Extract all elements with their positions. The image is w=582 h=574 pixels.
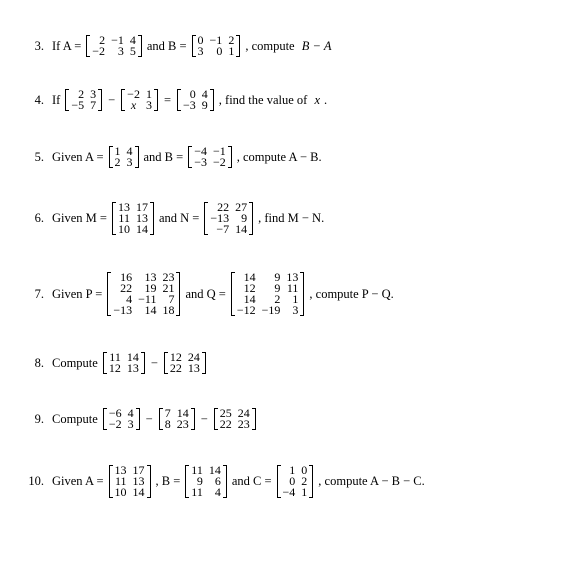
matrix-entry: 4	[201, 87, 208, 101]
matrix-entry: 5	[129, 44, 136, 58]
matrix-entry: 13	[126, 361, 139, 375]
matrix-right-bracket	[202, 352, 206, 374]
matrix-entry: 13	[187, 361, 200, 375]
matrix	[188, 146, 232, 168]
problem-text: , B =	[155, 474, 181, 488]
matrix-entry: −13	[113, 303, 133, 317]
matrix-entry: 0	[197, 33, 204, 47]
matrix-entry: 4	[214, 485, 221, 499]
matrix-entry: 19	[144, 281, 157, 295]
matrix-entry: 13	[144, 270, 157, 284]
matrix-entry: 0	[189, 87, 196, 101]
matrix	[177, 89, 214, 111]
matrix-entry: −6	[108, 406, 122, 420]
matrix-entry: 13	[286, 270, 299, 284]
problem-number: 10.	[28, 474, 44, 488]
matrix	[185, 465, 227, 498]
matrix-entry: 11	[191, 485, 203, 499]
problem-text: =	[163, 92, 172, 107]
matrix-entry: −12	[236, 303, 256, 317]
problem-text: Given A =	[52, 474, 104, 488]
matrix-entry: 9	[201, 98, 208, 112]
problem-text: −	[200, 411, 208, 426]
matrix-entry: 14	[243, 292, 256, 306]
matrix-entry: 7	[168, 292, 175, 306]
matrix-entry: 2	[301, 474, 308, 488]
matrix	[159, 408, 195, 430]
matrix-right-bracket	[141, 352, 145, 374]
matrix-entry: 22	[120, 281, 133, 295]
matrix-right-bracket	[252, 408, 256, 430]
matrix-entry: −11	[138, 292, 157, 306]
matrix-entry: 25	[219, 406, 232, 420]
matrix-entry: 14	[243, 270, 256, 284]
matrix-right-bracket	[300, 272, 304, 316]
problem-number: 7.	[34, 286, 44, 301]
matrix-right-bracket	[147, 465, 151, 498]
problem-6	[0, 202, 582, 235]
matrix-entry: 14	[235, 222, 248, 236]
matrix-entry: −3	[194, 155, 207, 169]
matrix-entry: 3	[117, 44, 124, 58]
problem-text: , compute A − B − C.	[318, 474, 425, 488]
matrix-entry: 14	[176, 406, 189, 420]
matrix-entry: 18	[162, 303, 175, 317]
matrix-entry: −2	[92, 44, 106, 58]
problem-5	[0, 146, 582, 168]
matrix-entry: 3	[127, 417, 134, 431]
problem-text: , find M − N.	[258, 211, 325, 225]
matrix-right-bracket	[249, 202, 253, 235]
matrix-entry: −4	[194, 144, 207, 158]
matrix-entry: 11	[191, 463, 203, 477]
matrix-entry: 12	[169, 350, 182, 364]
problem-text: Given A =	[52, 149, 104, 164]
matrix	[204, 202, 253, 235]
matrix-entry: 13	[135, 211, 148, 225]
problem-text: Compute	[52, 355, 98, 370]
matrix-entry: 3	[197, 44, 204, 58]
matrix-entry: 2	[274, 292, 281, 306]
matrix-entry: −13	[210, 211, 230, 225]
matrix-entry: 7	[90, 98, 97, 112]
matrix	[103, 352, 145, 374]
matrix-entry: 2	[114, 155, 121, 169]
matrix-right-bracket	[228, 146, 232, 168]
problem-text: If	[52, 92, 61, 107]
matrix-entry: 0	[216, 44, 223, 58]
problem-text: and C =	[231, 474, 272, 488]
matrix-entry: 8	[164, 417, 171, 431]
matrix-entry: 9	[241, 211, 248, 225]
matrix-right-bracket	[309, 465, 313, 498]
problem-9	[0, 408, 582, 430]
problem-7	[0, 272, 582, 316]
matrix-entry: 11	[118, 211, 130, 225]
matrix-right-bracket	[135, 146, 139, 168]
matrix-entry: 23	[176, 417, 189, 431]
matrix-entry: 6	[214, 474, 221, 488]
matrix-entry: 22	[169, 361, 182, 375]
matrix-entry: 9	[196, 474, 203, 488]
matrix-entry: 22	[219, 417, 232, 431]
matrix-entry: 3	[90, 87, 97, 101]
matrix-entry: −1	[111, 33, 124, 47]
matrix-entry: 23	[237, 417, 250, 431]
matrix-entry: 12	[243, 281, 256, 295]
matrix-entry: 1	[289, 463, 296, 477]
problem-8	[0, 352, 582, 374]
matrix-entry: −5	[71, 98, 85, 112]
matrix-entry: 11	[109, 350, 121, 364]
problem-text: , find the value of	[218, 92, 311, 107]
problem-text: and B =	[143, 149, 184, 164]
problem-text: Compute	[52, 411, 98, 426]
matrix-entry: 1	[228, 44, 235, 58]
matrix-entry: 9	[274, 270, 281, 284]
matrix-entry: 1	[145, 87, 152, 101]
matrix-entry: 1	[301, 485, 308, 499]
matrix-right-bracket	[210, 89, 214, 111]
matrix	[164, 352, 206, 374]
matrix-entry: 17	[135, 200, 148, 214]
matrix-entry: 14	[144, 303, 157, 317]
matrix-right-bracket	[223, 465, 227, 498]
matrix-entry: −2	[212, 155, 226, 169]
matrix-right-bracket	[150, 202, 154, 235]
problem-4	[0, 89, 582, 111]
matrix	[86, 35, 142, 57]
matrix-entry: 4	[129, 33, 136, 47]
problem-number: 4.	[34, 92, 44, 107]
matrix-entry: 2	[99, 33, 106, 47]
matrix-entry: −2	[108, 417, 122, 431]
problem-3	[0, 35, 582, 57]
matrix-entry: 10	[114, 485, 127, 499]
matrix-entry: 2	[228, 33, 235, 47]
matrix-right-bracket	[176, 272, 180, 316]
matrix-entry: 2	[78, 87, 85, 101]
matrix-entry: 3	[126, 155, 133, 169]
matrix-entry: 0	[301, 463, 308, 477]
math-expression: B − A	[301, 38, 332, 53]
matrix	[109, 146, 139, 168]
matrix-entry: 9	[274, 281, 281, 295]
matrix-entry: −19	[261, 303, 281, 317]
problem-text: , compute P − Q.	[309, 286, 394, 301]
matrix-entry: −7	[216, 222, 230, 236]
matrix-entry: −1	[209, 33, 223, 47]
matrix-entry: 7	[164, 406, 171, 420]
matrix-right-bracket	[191, 408, 195, 430]
matrix-entry: 14	[135, 222, 148, 236]
matrix-entry: 4	[126, 292, 133, 306]
matrix-entry: −1	[212, 144, 226, 158]
matrix-entry: 3	[145, 98, 152, 112]
matrix-entry: 23	[162, 270, 175, 284]
problem-text: .	[324, 92, 328, 107]
problem-number: 6.	[34, 211, 44, 225]
matrix-entry: 22	[217, 200, 230, 214]
problem-text: −	[145, 411, 153, 426]
matrix	[107, 272, 180, 316]
matrix-entry: 14	[208, 463, 221, 477]
matrix	[109, 465, 151, 498]
matrix	[112, 202, 154, 235]
matrix-entry: 13	[114, 463, 127, 477]
math-expression: x	[314, 92, 320, 107]
matrix-entry: 14	[126, 350, 139, 364]
matrix-right-bracket	[98, 89, 102, 111]
problem-text: , compute A − B.	[236, 149, 322, 164]
matrix-entry: 4	[127, 406, 134, 420]
matrix-entry: 24	[187, 350, 200, 364]
matrix-entry: 1	[292, 292, 299, 306]
problem-number: 5.	[34, 149, 44, 164]
matrix-right-bracket	[236, 35, 240, 57]
problem-text: Given M =	[52, 211, 107, 225]
problem-text: and Q =	[185, 286, 226, 301]
matrix-entry: 21	[162, 281, 175, 295]
matrix-entry: 1	[114, 144, 121, 158]
matrix-entry: −4	[282, 485, 296, 499]
matrix-entry: 0	[289, 474, 296, 488]
matrix-right-bracket	[136, 408, 140, 430]
matrix-entry: 4	[126, 144, 133, 158]
matrix	[121, 89, 158, 111]
matrix	[103, 408, 140, 430]
matrix-entry: 13	[117, 200, 130, 214]
matrix-right-bracket	[138, 35, 142, 57]
matrix	[231, 272, 305, 316]
matrix	[192, 35, 241, 57]
problem-text: , compute	[245, 38, 298, 53]
matrix-entry: 10	[117, 222, 130, 236]
matrix-entry: 24	[237, 406, 250, 420]
matrix-entry: 14	[132, 485, 145, 499]
matrix-entry: 12	[108, 361, 121, 375]
problem-text: −	[150, 355, 158, 370]
matrix-right-bracket	[154, 89, 158, 111]
problem-number: 9.	[34, 411, 44, 426]
matrix-entry: 11	[286, 281, 299, 295]
matrix	[65, 89, 102, 111]
matrix-entry: 27	[235, 200, 248, 214]
problem-number: 8.	[34, 355, 44, 370]
matrix-entry: −3	[183, 98, 196, 112]
matrix-entry: 13	[132, 474, 145, 488]
matrix	[277, 465, 314, 498]
matrix-entry: 17	[132, 463, 145, 477]
matrix-entry: 11	[114, 474, 127, 488]
matrix-entry: −2	[127, 87, 140, 101]
problem-10	[0, 465, 582, 498]
problem-text: If A =	[52, 38, 82, 53]
matrix-entry: x	[130, 98, 137, 112]
problem-text: and N =	[158, 211, 200, 225]
problem-text: −	[108, 92, 116, 107]
matrix-entry: 16	[120, 270, 133, 284]
problem-text: and B =	[146, 38, 187, 53]
problem-text: Given P =	[52, 286, 103, 301]
matrix	[214, 408, 256, 430]
problem-number: 3.	[34, 38, 44, 53]
matrix-entry: 3	[292, 303, 299, 317]
